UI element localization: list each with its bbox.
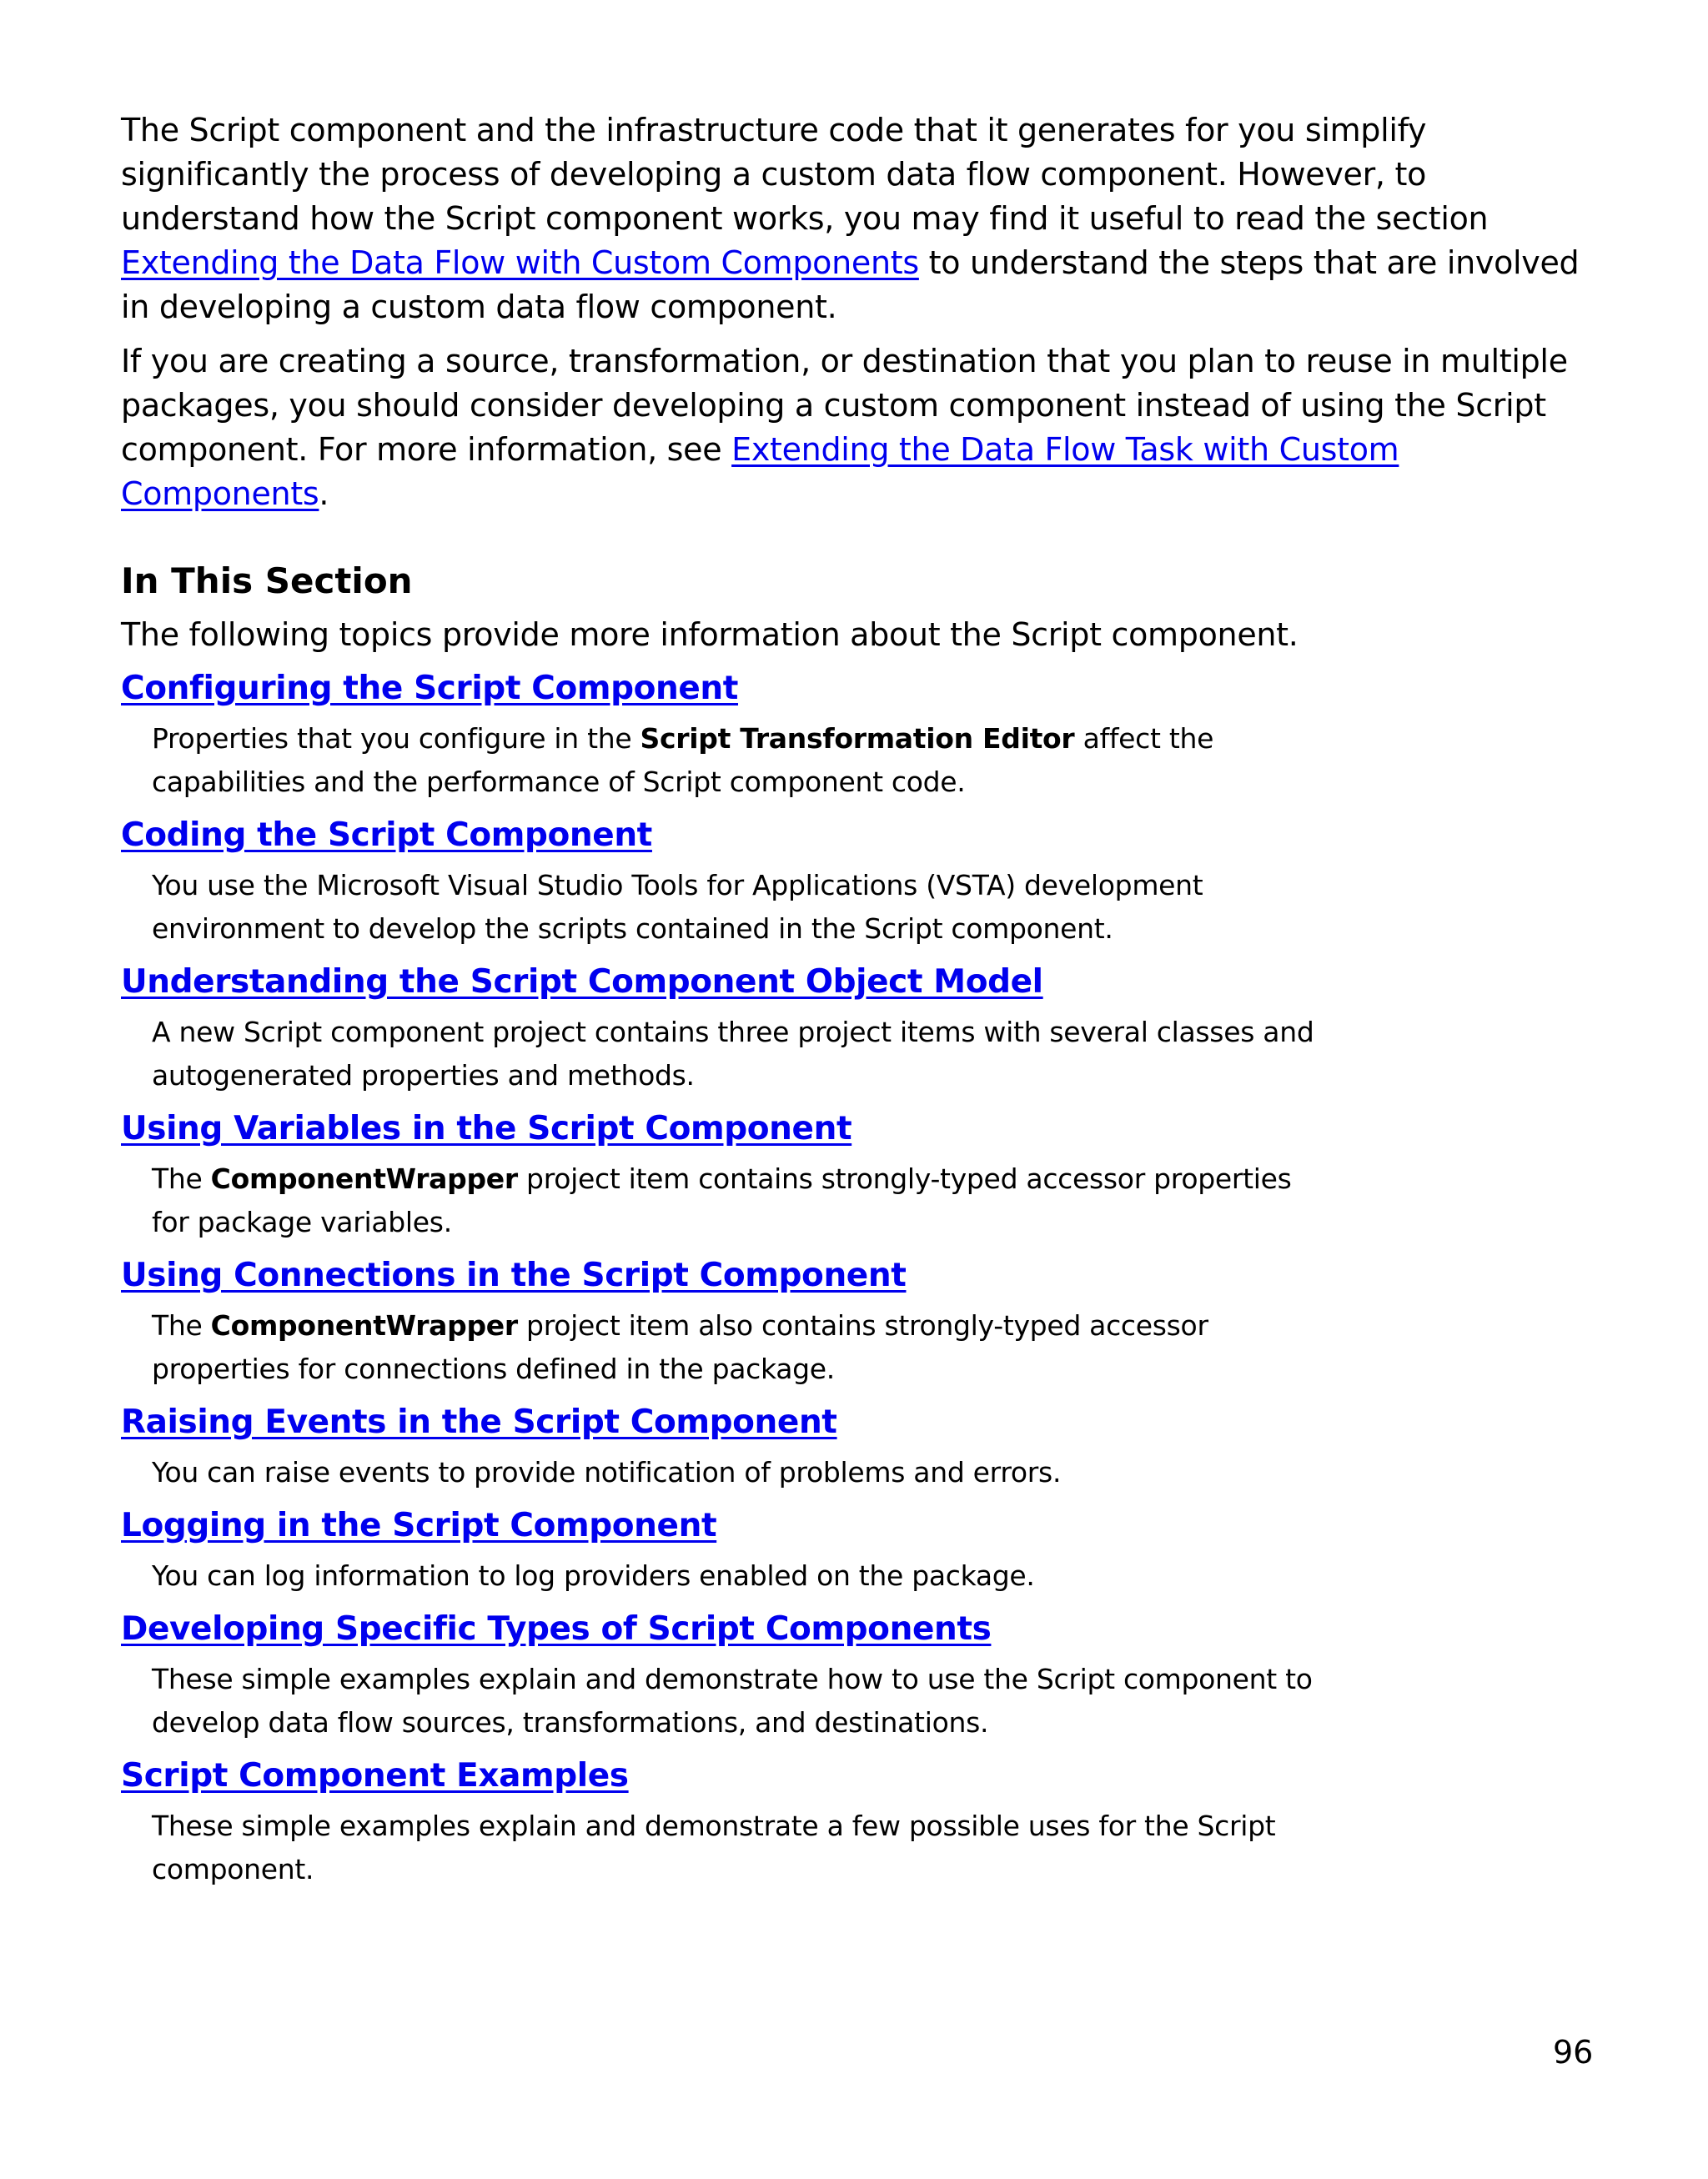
topic-item [121, 804, 1597, 951]
topic-desc-text: A new Script component project contains three project items with several classes and autogenerated properties and methods. [152, 1016, 1314, 1092]
topic-desc-text: These simple examples explain and demonstrate how to use the Script component to develop data flow sources, transformations, and destinations. [152, 1663, 1313, 1739]
topic-desc-bold: Script Transformation Editor [640, 722, 1075, 755]
topic-link-logging[interactable]: Logging in the Script Component [121, 1507, 717, 1544]
intro-paragraph-1 [121, 108, 1597, 329]
topic-item [121, 657, 1597, 804]
topic-description [152, 717, 1336, 804]
topic-description [152, 1805, 1336, 1891]
section-intro: The following topics provide more information about the Script component. [121, 616, 1299, 653]
intro-p2-text-b: . [319, 475, 329, 512]
topic-description [152, 1658, 1336, 1745]
topic-item [121, 1097, 1597, 1244]
topic-desc-text: You use the Microsoft Visual Studio Tools for Applications (VSTA) development environment to develop the scripts contained in the Script component. [152, 869, 1203, 945]
topic-link-developing-types[interactable]: Developing Specific Types of Script Components [121, 1610, 992, 1648]
topic-item [121, 1598, 1597, 1745]
topic-link-object-model[interactable]: Understanding the Script Component Object Model [121, 963, 1043, 1001]
intro-p2-text-a: If you are creating a source, transformation, or destination that you plan to reuse in multiple packages, you should consider developing a custom component instead of using the Script component. For more information, see [121, 343, 1568, 468]
topic-description [152, 1451, 1336, 1494]
topic-desc-bold: ComponentWrapper [210, 1309, 518, 1342]
topic-link-configuring[interactable]: Configuring the Script Component [121, 670, 739, 707]
topic-desc-text: The [152, 1162, 211, 1195]
topic-item [121, 1745, 1597, 1891]
section-heading: In This Section [121, 560, 413, 601]
topic-link-examples[interactable]: Script Component Examples [121, 1757, 629, 1795]
intro-paragraph-2 [121, 339, 1597, 516]
topic-item [121, 1244, 1597, 1391]
topic-description [152, 864, 1336, 951]
topic-item [121, 951, 1597, 1097]
topic-desc-bold: ComponentWrapper [210, 1162, 518, 1195]
intro-p1-text-a: The Script component and the infrastructure code that it generates for you simplify significantly the process of developing a custom data flow component. However, to understand how the Script component works, you may find it useful to read the section [121, 112, 1489, 237]
link-extending-data-flow[interactable]: Extending the Data Flow with Custom Components [121, 244, 919, 281]
topic-description [152, 1304, 1336, 1391]
topic-desc-text: project item also contains strongly-typed accessor properties for connections defined in the package. [152, 1309, 1208, 1385]
topic-desc-text: project item contains strongly-typed accessor properties for package variables. [152, 1162, 1292, 1238]
topic-desc-text: The [152, 1309, 211, 1342]
topic-link-connections[interactable]: Using Connections in the Script Component [121, 1257, 907, 1294]
link-extending-data-flow-task[interactable]: Extending the Data Flow Task with Custom Components [121, 431, 1399, 512]
topic-desc-text: Properties that you configure in the [152, 722, 640, 755]
topic-description [152, 1011, 1336, 1097]
topic-desc-text: You can raise events to provide notification of problems and errors. [152, 1456, 1062, 1489]
topic-link-raising-events[interactable]: Raising Events in the Script Component [121, 1403, 837, 1441]
topic-list [121, 657, 1597, 1891]
topic-item [121, 1391, 1597, 1494]
topic-desc-text: affect the capabilities and the performance of Script component code. [152, 722, 1214, 798]
topic-description [152, 1554, 1336, 1598]
page-number: 96 [1553, 2034, 1594, 2071]
topic-link-coding[interactable]: Coding the Script Component [121, 816, 652, 854]
topic-desc-text: These simple examples explain and demonstrate a few possible uses for the Script component. [152, 1810, 1276, 1885]
document-page [121, 108, 1597, 1891]
topic-description [152, 1157, 1336, 1244]
topic-desc-text: You can log information to log providers enabled on the package. [152, 1559, 1035, 1592]
intro-p1-text-b: to understand the steps that are involved in developing a custom data flow component. [121, 244, 1580, 325]
topic-item [121, 1494, 1597, 1598]
topic-link-variables[interactable]: Using Variables in the Script Component [121, 1110, 852, 1147]
